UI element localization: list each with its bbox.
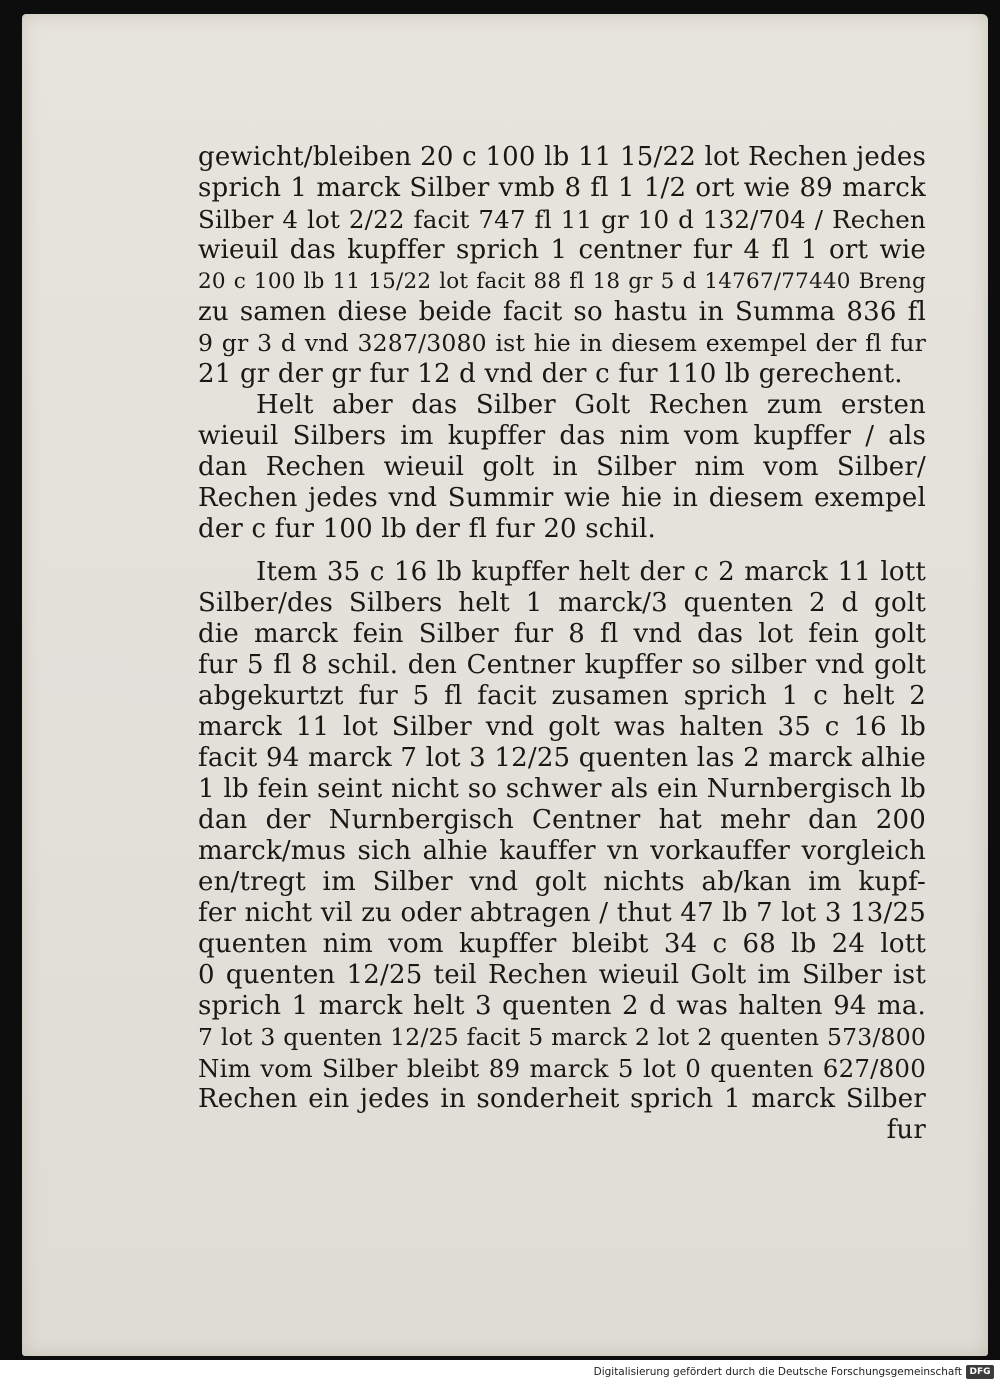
- text-line: marck 11 lot Silber vnd golt was halten 35 c 16 lb: [198, 712, 926, 742]
- text-line: dan der Nurnbergisch Centner hat mehr dan 200: [198, 805, 926, 835]
- text-line: abgekurtzt fur 5 fl facit zusamen sprich 1 c helt 2: [198, 681, 926, 711]
- text-line: gewicht/bleiben 20 c 100 lb 11 15/22 lot Rechen jedes: [198, 142, 926, 172]
- text-line: en/tregt im Silber vnd golt nichts ab/kan im kupf-: [198, 867, 926, 897]
- text-line: 1 lb fein seint nicht so schwer als ein Nurnbergisch lb: [198, 774, 926, 804]
- text-line: der c fur 100 lb der fl fur 20 schil.: [198, 514, 657, 544]
- book-page: [22, 14, 988, 1356]
- text-line: wieuil das kupffer sprich 1 centner fur 4 fl 1 ort wie: [198, 235, 926, 265]
- text-line: wieuil Silbers im kupffer das nim vom kupffer / als: [198, 421, 926, 451]
- text-line: sprich 1 marck Silber vmb 8 fl 1 1/2 ort wie 89 marck: [198, 173, 926, 203]
- text-line: zu samen diese beide facit so hastu in Summa 836 fl: [198, 297, 926, 327]
- dfg-logo-icon: DFG: [966, 1365, 994, 1379]
- paragraph-start-line: Item 35 c 16 lb kupffer helt der c 2 marck 11 lott: [256, 557, 926, 587]
- text-line: dan Rechen wieuil golt in Silber nim vom Silber/: [198, 452, 926, 482]
- text-line: Silber 4 lot 2/22 facit 747 fl 11 gr 10 d 132/704 / Rechen: [198, 205, 926, 234]
- text-line: marck/mus sich alhie kauffer vn vorkauffer vorgleich: [198, 836, 926, 866]
- funding-credit: Digitalisierung gefördert durch die Deutsche Forschungsgemeinschaft: [593, 1366, 962, 1378]
- catchword: fur: [886, 1115, 926, 1145]
- text-line: 0 quenten 12/25 teil Rechen wieuil Golt im Silber ist: [198, 960, 926, 990]
- text-line: 20 c 100 lb 11 15/22 lot facit 88 fl 18 gr 5 d 14767/77440 Breng: [198, 269, 926, 294]
- text-line: Silber/des Silbers helt 1 marck/3 quenten 2 d golt: [198, 588, 926, 618]
- text-line: sprich 1 marck helt 3 quenten 2 d was halten 94 ma.: [198, 991, 926, 1021]
- text-line: facit 94 marck 7 lot 3 12/25 quenten las 2 marck alhie: [198, 743, 926, 773]
- text-line: 21 gr der gr fur 12 d vnd der c fur 110 lb gerechent.: [198, 359, 903, 389]
- text-line: fer nicht vil zu oder abtragen / thut 47 lb 7 lot 3 13/25: [198, 898, 926, 928]
- text-line: Nim vom Silber bleibt 89 marck 5 lot 0 quenten 627/800: [198, 1054, 926, 1083]
- paragraph-gap: [198, 545, 926, 557]
- text-line: Rechen ein jedes in sonderheit sprich 1 marck Silber: [198, 1084, 926, 1114]
- text-line: 7 lot 3 quenten 12/25 facit 5 marck 2 lot 2 quenten 573/800: [198, 1023, 926, 1051]
- text-line: 9 gr 3 d vnd 3287/3080 ist hie in diesem exempel der fl fur: [198, 329, 926, 357]
- body-text: [198, 142, 926, 1146]
- text-line: quenten nim vom kupffer bleibt 34 c 68 lb 24 lott: [198, 929, 926, 959]
- paragraph-start-line: Helt aber das Silber Golt Rechen zum ersten: [256, 390, 926, 420]
- text-line: fur 5 fl 8 schil. den Centner kupffer so silber vnd golt: [198, 650, 926, 680]
- text-line: die marck fein Silber fur 8 fl vnd das lot fein golt: [198, 619, 926, 649]
- footer-bar: [0, 1362, 1000, 1384]
- text-line: Rechen jedes vnd Summir wie hie in diesem exempel: [198, 483, 926, 513]
